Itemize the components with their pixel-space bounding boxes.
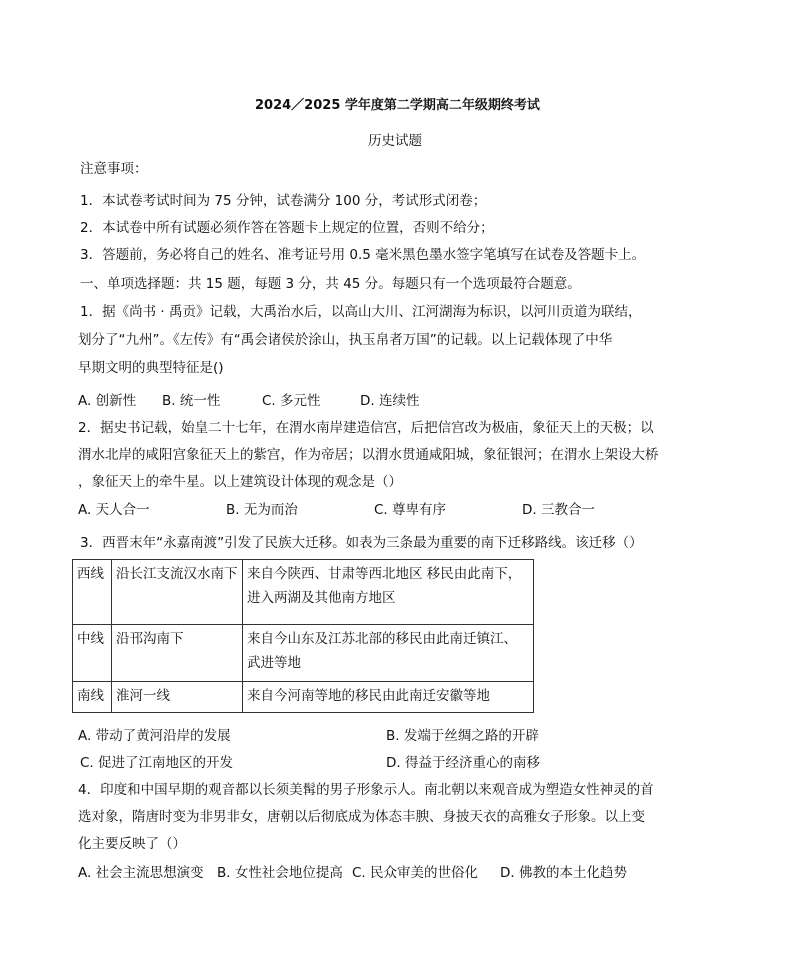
table-cell: 中线 <box>73 625 112 682</box>
table-cell: 来自今陕西、甘肃等西北地区 移民由此南下，进入两湖及其他南方地区 <box>243 560 534 625</box>
question-1-line: 1．据《尚书 · 禹贡》记载，大禹治水后，以高山大川、江河湖海为标识，以河川贡道为联结， <box>80 304 642 320</box>
question-1-line: 早期文明的典型特征是() <box>78 360 224 376</box>
question-1-option-a: A. 创新性 <box>78 393 137 409</box>
question-1-option-b: B. 统一性 <box>162 393 221 409</box>
table-cell: 南线 <box>73 682 112 713</box>
notice-item: 1．本试卷考试时间为 75 分钟，试卷满分 100 分，考试形式闭卷； <box>80 193 487 209</box>
question-4-line: 化主要反映了（） <box>78 836 186 852</box>
table-row <box>73 625 534 682</box>
question-2-option-b: B. 无为而治 <box>226 502 298 518</box>
table-cell: 来自今河南等地的移民由此南迁安徽等地 <box>243 682 534 713</box>
notice-item: 3．答题前，务必将自己的姓名、准考证号用 0.5 毫米黑色墨水签字笔填写在试卷及答题卡上。 <box>80 247 646 263</box>
table-cell: 西线 <box>73 560 112 625</box>
question-3-option-a: A. 带动了黄河沿岸的发展 <box>78 728 231 744</box>
table-row <box>73 560 534 625</box>
table-cell: 沿长江支流汉水南下 <box>112 560 243 625</box>
notice-heading: 注意事项： <box>80 161 148 177</box>
question-2-line: 渭水北岸的咸阳宫象征天上的紫宫，作为帝居；以渭水贯通咸阳城，象征银河；在渭水上架设大桥 <box>78 447 659 463</box>
question-2-line: 2．据史书记载，始皇二十七年，在渭水南岸建造信宫，后把信宫改为极庙，象征天上的天极；以 <box>78 420 654 436</box>
question-2-option-a: A. 天人合一 <box>78 502 150 518</box>
table-row <box>73 682 534 713</box>
migration-table <box>72 559 534 713</box>
question-4-option-c: C. 民众审美的世俗化 <box>352 865 479 881</box>
question-2-option-d: D. 三教合一 <box>522 502 595 518</box>
exam-subject: 历史试题 <box>368 133 422 149</box>
question-3-line: 3．西晋末年“永嘉南渡”引发了民族大迁移。如表为三条最为重要的南下迁移路线。该迁移（） <box>80 535 643 551</box>
question-3-option-c: C. 促进了江南地区的开发 <box>80 755 234 771</box>
table-cell: 淮河一线 <box>112 682 243 713</box>
question-1-line: 划分了“九州”。《左传》有“禹会诸侯於涂山，执玉帛者万国”的记载。以上记载体现了中华 <box>78 332 613 348</box>
question-3-option-b: B. 发端于丝绸之路的开辟 <box>386 728 539 744</box>
question-4-line: 选对象，隋唐时变为非男非女，唐朝以后彻底成为体态丰腴、身披天衣的高雅女子形象。以上变 <box>78 809 645 825</box>
question-2-option-c: C. 尊卑有序 <box>374 502 447 518</box>
table-cell: 沿邗沟南下 <box>112 625 243 682</box>
question-4-line: 4．印度和中国早期的观音都以长须美髯的男子形象示人。南北朝以来观音成为塑造女性神灵的首 <box>78 782 654 798</box>
table-cell: 来自今山东及江苏北部的移民由此南迁镇江、武进等地 <box>243 625 534 682</box>
question-4-option-b: B. 女性社会地位提高 <box>217 865 343 881</box>
question-4-option-a: A. 社会主流思想演变 <box>78 865 204 881</box>
notice-item: 2．本试卷中所有试题必须作答在答题卡上规定的位置，否则不给分； <box>80 220 494 236</box>
exam-title: 2024／2025 学年度第二学期高二年级期终考试 <box>255 98 540 113</box>
question-4-option-d: D. 佛教的本土化趋势 <box>500 865 627 881</box>
question-1-option-c: C. 多元性 <box>262 393 321 409</box>
question-2-line: ，象征天上的牵牛星。以上建筑设计体现的观念是（） <box>78 474 402 490</box>
question-1-option-d: D. 连续性 <box>360 393 420 409</box>
question-3-option-d: D. 得益于经济重心的南移 <box>386 755 540 771</box>
section-heading: 一、单项选择题：共 15 题，每题 3 分，共 45 分。每题只有一个选项最符合题意。 <box>80 276 581 292</box>
